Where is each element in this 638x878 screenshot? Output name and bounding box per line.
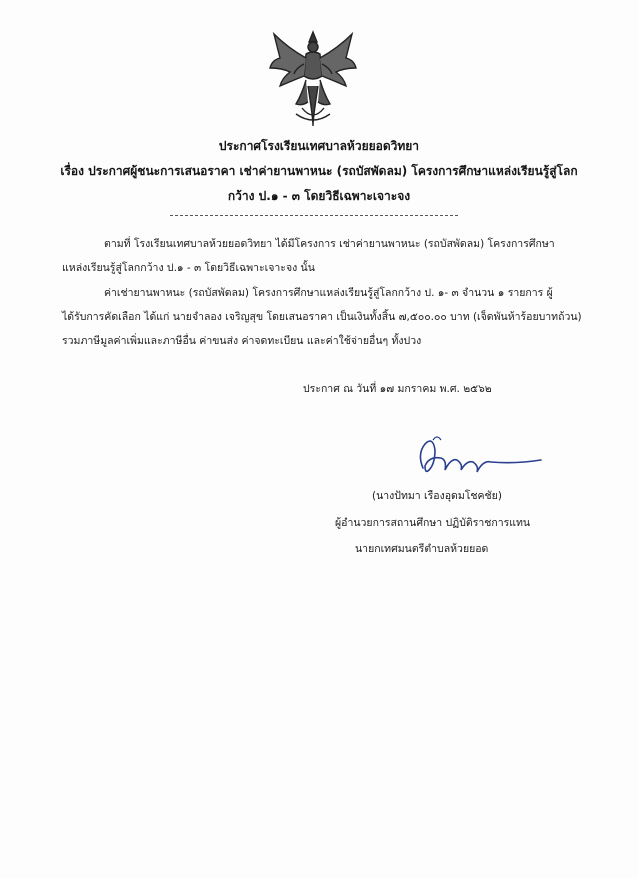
garuda-emblem-icon [266, 28, 360, 128]
paragraph-2-line-1: ค่าเช่ายานพาหนะ (รถบัสพัดลม) โครงการศึกษาแหล่งเรียนรู้สู่โลกกว้าง ป. ๑- ๓ จำนวน ๑ รายการ ผู้ [104, 287, 553, 299]
announcement-subject: เรื่อง ประกาศผู้ชนะการเสนอราคา เช่าค่ายานพาหนะ (รถบัสพัดลม) โครงการศึกษาแหล่งเรียนรู้สู่โลก [60, 164, 578, 178]
handwritten-signature [395, 430, 545, 480]
announcement-date: ประกาศ ณ วันที่ ๑๗ มกราคม พ.ศ. ๒๕๖๒ [303, 383, 492, 395]
signatory-position-2: นายกเทศมนตรีตำบลห้วยยอด [355, 543, 489, 555]
paragraph-1-line-1: ตามที่ โรงเรียนเทศบาลห้วยยอดวิทยา ได้มีโครงการ เช่าค่ายานพาหนะ (รถบัสพัดลม) โครงการศึกษา [104, 238, 555, 250]
signatory-name: (นางปัทมา เรืองอุดมโชคชัย) [372, 490, 502, 502]
paragraph-2-line-2: ได้รับการคัดเลือก ได้แก่ นายจำลอง เจริญสุข โดยเสนอราคา เป็นเงินทั้งสิ้น ๗,๕๐๐.๐๐ บาท (เจ็ดพันห้าร้อยบาทถ้วน) [62, 311, 582, 323]
paragraph-1-line-2: แหล่งเรียนรู้สู่โลกกว้าง ป.๑ - ๓ โดยวิธีเฉพาะเจาะจง นั้น [62, 262, 315, 274]
header-divider [170, 215, 458, 216]
announcement-subject-cont: กว้าง ป.๑ - ๓ โดยวิธีเฉพาะเจาะจง [227, 189, 411, 203]
paragraph-2-line-3: รวมภาษีมูลค่าเพิ่มและภาษีอื่น ค่าขนส่ง ค่าจดทะเบียน และค่าใช้จ่ายอื่นๆ ทั้งปวง [62, 335, 422, 347]
announcement-title: ประกาศโรงเรียนเทศบาลห้วยยอดวิทยา [218, 139, 420, 153]
signatory-position: ผู้อำนวยการสถานศึกษา ปฏิบัติราชการแทน [335, 517, 531, 529]
